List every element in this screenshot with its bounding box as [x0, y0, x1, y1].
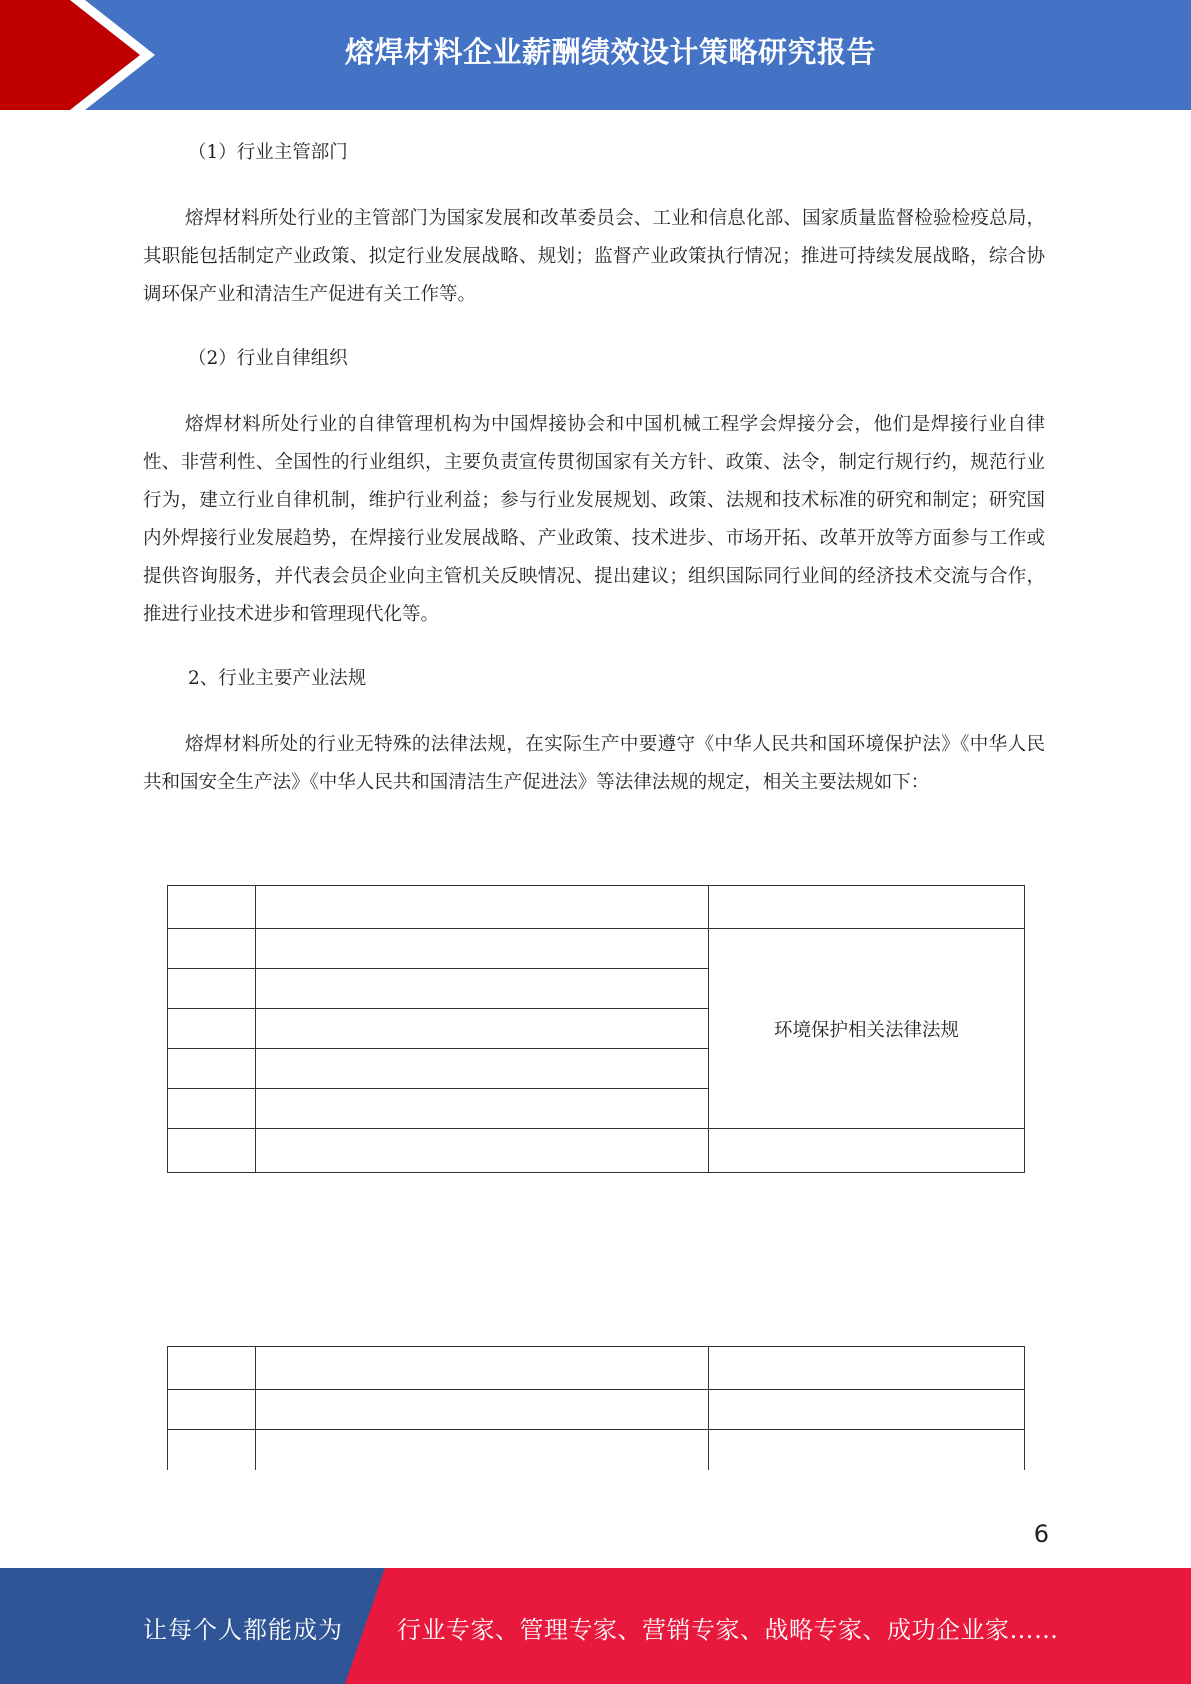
table-cell: [256, 1009, 709, 1049]
regulations-table-continued: [167, 1346, 1025, 1470]
table-cell: [256, 1049, 709, 1089]
table-row: [168, 1129, 1025, 1173]
table-cell: [256, 929, 709, 969]
page-header: [0, 0, 1191, 110]
table-cell: [168, 1347, 256, 1390]
paragraph-1: 熔焊材料所处行业的主管部门为国家发展和改革委员会、工业和信息化部、国家质量监督检验检疫总局，其职能包括制定产业政策、拟定行业发展战略、规划；监督产业政策执行情况；推进可持续发展战略，综合协调环保产业和清洁生产促进有关工作等。: [143, 208, 1045, 305]
table-cell: [168, 969, 256, 1009]
table-cell: [168, 1390, 256, 1430]
subheading-2: （2）行业自律组织: [188, 348, 348, 369]
merged-category-cell: 环境保护相关法律法规: [709, 929, 1025, 1129]
table-cell: [709, 1129, 1025, 1173]
report-title: 熔焊材料企业薪酬绩效设计策略研究报告: [344, 35, 876, 69]
footer-slogan-right: 行业专家、管理专家、营销专家、战略专家、成功企业家……: [397, 1616, 1059, 1644]
table-cell: [709, 1390, 1025, 1430]
table-cell: [168, 886, 256, 929]
table-cell: [168, 1129, 256, 1173]
table-cell: [256, 1347, 709, 1390]
table-cell: [168, 1089, 256, 1129]
table-cell: [256, 1129, 709, 1173]
paragraph-3: 熔焊材料所处的行业无特殊的法律法规，在实际生产中要遵守《中华人民共和国环境保护法》《中华人民共和国安全生产法》《中华人民共和国清洁生产促进法》等法律法规的规定，相关主要法规如下：: [143, 734, 1045, 793]
table-row: [168, 1430, 1025, 1470]
table-cell: [168, 1049, 256, 1089]
table-row: [168, 886, 1025, 929]
page-number: 6: [1033, 1520, 1049, 1548]
subheading-1: （1）行业主管部门: [188, 142, 348, 163]
paragraph-2: 熔焊材料所处行业的自律管理机构为中国焊接协会和中国机械工程学会焊接分会，他们是焊接行业自律性、非营利性、全国性的行业组织，主要负责宣传贯彻国家有关方针、政策、法令，制定行规行约，规范行业行为，建立行业自律机制，维护行业利益；参与行业发展规划、政策、法规和技术标准的研究和制定；研究国内外焊接行业发展趋势，在焊接行业发展战略、产业政策、技术进步、市场开拓、改革开放等方面参与工作或提供咨询服务，并代表会员企业向主管机关反映情况、提出建议；组织国际同行业间的经济技术交流与合作，推进行业技术进步和管理现代化等。: [143, 414, 1045, 625]
regulations-table: [167, 885, 1025, 1173]
table-cell: [168, 1009, 256, 1049]
subheading-3: 2、行业主要产业法规: [188, 668, 367, 689]
table-cell: [256, 969, 709, 1009]
page-footer: [0, 1568, 1191, 1684]
table-cell: [709, 1430, 1025, 1470]
table-row: [168, 1347, 1025, 1390]
table-cell: [168, 1430, 256, 1470]
table-row: [168, 929, 1025, 969]
table-cell: [168, 929, 256, 969]
table-cell: [256, 1390, 709, 1430]
table-cell: [709, 1347, 1025, 1390]
table-cell: [256, 1430, 709, 1470]
body-content: [143, 138, 1045, 802]
table-cell: [256, 886, 709, 929]
footer-slogan-left: 让每个人都能成为: [143, 1616, 343, 1644]
table-cell: [709, 886, 1025, 929]
table-cell: [256, 1089, 709, 1129]
table-row: [168, 1390, 1025, 1430]
